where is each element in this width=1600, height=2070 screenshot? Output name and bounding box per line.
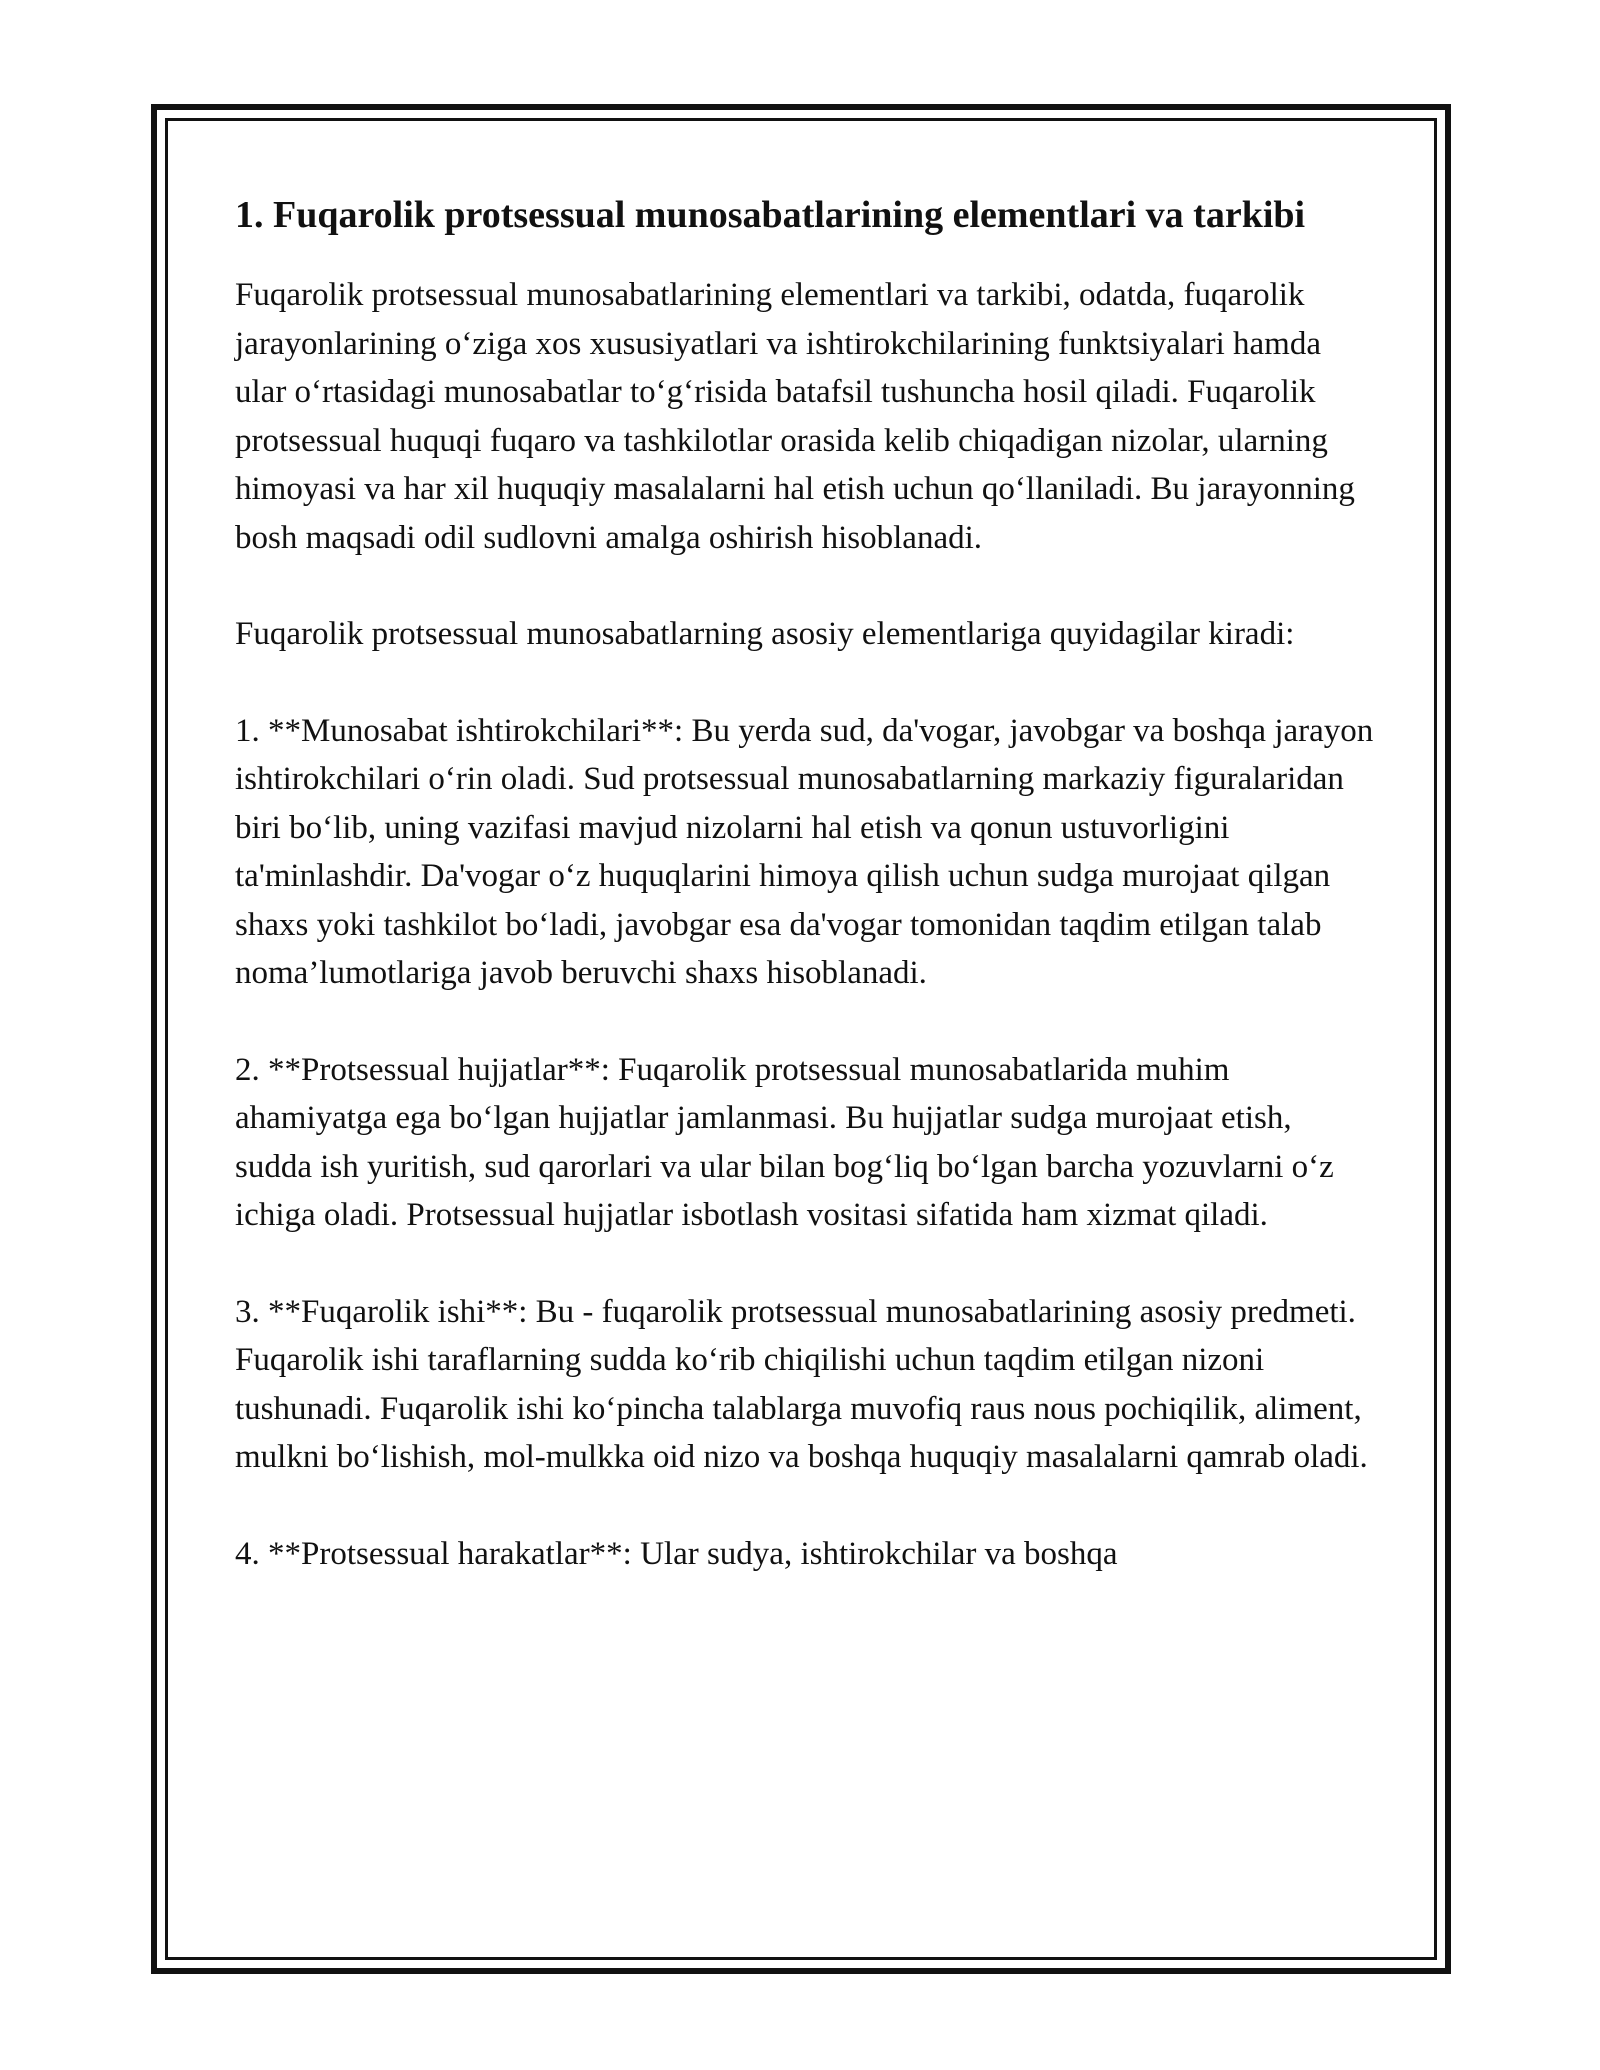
list-item-participants: 1. **Munosabat ishtirokchilari**: Bu yerda sud, da'vogar, javobgar va boshqa jarayon ishtirokchilari o‘rin oladi. Sud protsessual munosabatlarning markaziy figuralaridan biri bo‘lib, uning vazifasi mavjud nizolarni hal etish va qonun ustuvorligini ta'minlashdir. Da'vogar o‘z huquqlarini himoya qilish uchun sudga murojaat qilgan shaxs yoki tashkilot bo‘ladi, javobgar esa da'vogar tomonidan taqdim etilgan talab noma’lumotlariga javob beruvchi shaxs hisoblanadi. [235, 712, 1374, 991]
paragraph-intro: Fuqarolik protsessual munosabatlarining elementlari va tarkibi, odatda, fuqarolik jarayonlarining o‘ziga xos xususiyatlari va ishtirokchilarining funktsiyalari hamda ular o‘rtasidagi munosabatlar to‘g‘risida batafsil tushuncha hosil qiladi. Fuqarolik protsessual huquqi fuqaro va tashkilotlar orasida kelib chiqadigan nizolar, ularning himoyasi va har xil huquqiy masalalarni hal etish uchun qo‘llaniladi. Bu jarayonning bosh maqsadi odil sudlovni amalga oshirish hisoblanadi. [235, 277, 1355, 556]
list-item-documents: 2. **Protsessual hujjatlar**: Fuqarolik protsessual munosabatlarida muhim ahamiyatga ega bo‘lgan hujjatlar jamlanmasi. Bu hujjatlar sudga murojaat etish, sudda ish yuritish, sud qarorlari va ular bilan bog‘liq bo‘lgan barcha yozuvlarni o‘z ichiga oladi. Protsessual hujjatlar isbotlash vositasi sifatida ham xizmat qiladi. [235, 1051, 1334, 1233]
document-heading: 1. Fuqarolik protsessual munosabatlarining elementlari va tarkibi [235, 194, 1306, 236]
paragraph-elements-lead: Fuqarolik protsessual munosabatlarning asosiy elementlariga quyidagilar kiradi: [235, 616, 1295, 652]
list-item-civil-case: 3. **Fuqarolik ishi**: Bu - fuqarolik protsessual munosabatlarining asosiy predmeti. Fuqarolik ishi taraflarning sudda ko‘rib chiqilishi uchun taqdim etilgan nizoni tushunadi. Fuqarolik ishi ko‘pincha talablarga muvofiq raus nous pochiqilik, aliment, mulkni bo‘lishish, mol-mulkka oid nizo va boshqa huquqiy masalalarni qamrab oladi. [235, 1293, 1368, 1475]
list-item-actions: 4. **Protsessual harakatlar**: Ular sudya, ishtirokchilar va boshqa [235, 1535, 1118, 1572]
document-content [235, 188, 1375, 1626]
